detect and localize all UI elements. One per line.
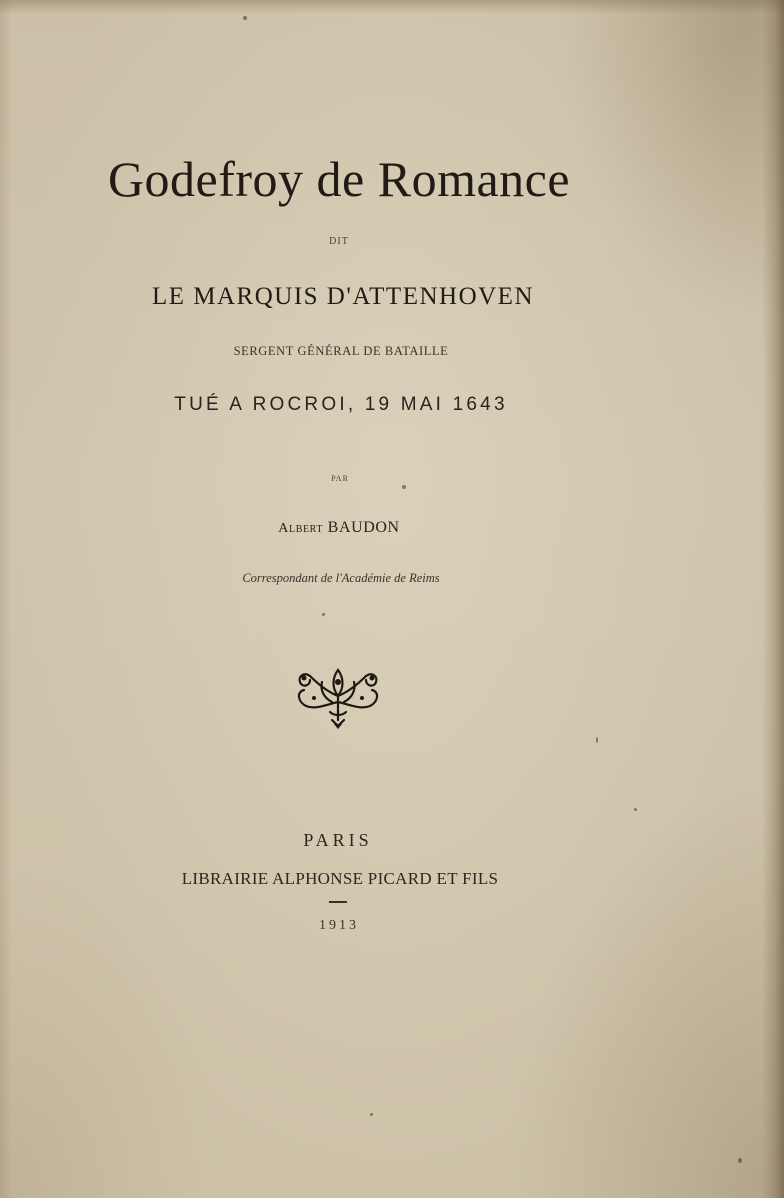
foxing-spot <box>402 485 406 489</box>
author-last-name: BAUDON <box>327 519 400 536</box>
author-line <box>0 519 731 537</box>
foxing-spot <box>738 1158 742 1163</box>
foxing-spot <box>322 613 325 616</box>
author-first-name: Albert <box>278 521 324 536</box>
floral-vignette-icon <box>292 662 384 730</box>
subject-rank: SERGENT GÉNÉRAL DE BATAILLE <box>233 344 449 358</box>
publication-city: PARIS <box>303 830 373 850</box>
author-affiliation: Correspondant de l'Académie de Reims <box>242 571 440 585</box>
dit-label: DIT <box>329 236 349 247</box>
foxing-spot <box>634 808 637 811</box>
divider-rule <box>329 901 347 903</box>
paper-edge-top <box>0 0 784 14</box>
death-line: TUÉ A ROCROI, 19 MAI 1643 <box>174 394 508 415</box>
publication-year: 1913 <box>319 918 359 933</box>
foxing-spot <box>243 16 247 20</box>
foxing-spot <box>370 1113 373 1116</box>
book-title: Godefroy de Romance <box>107 151 571 207</box>
foxing-spot <box>596 737 598 743</box>
par-label: PAR <box>331 474 349 483</box>
subject-name: LE MARQUIS D'ATTENHOVEN <box>151 283 535 310</box>
paper-edge-right <box>762 0 784 1198</box>
publisher-name: LIBRAIRIE ALPHONSE PICARD ET FILS <box>181 869 499 888</box>
